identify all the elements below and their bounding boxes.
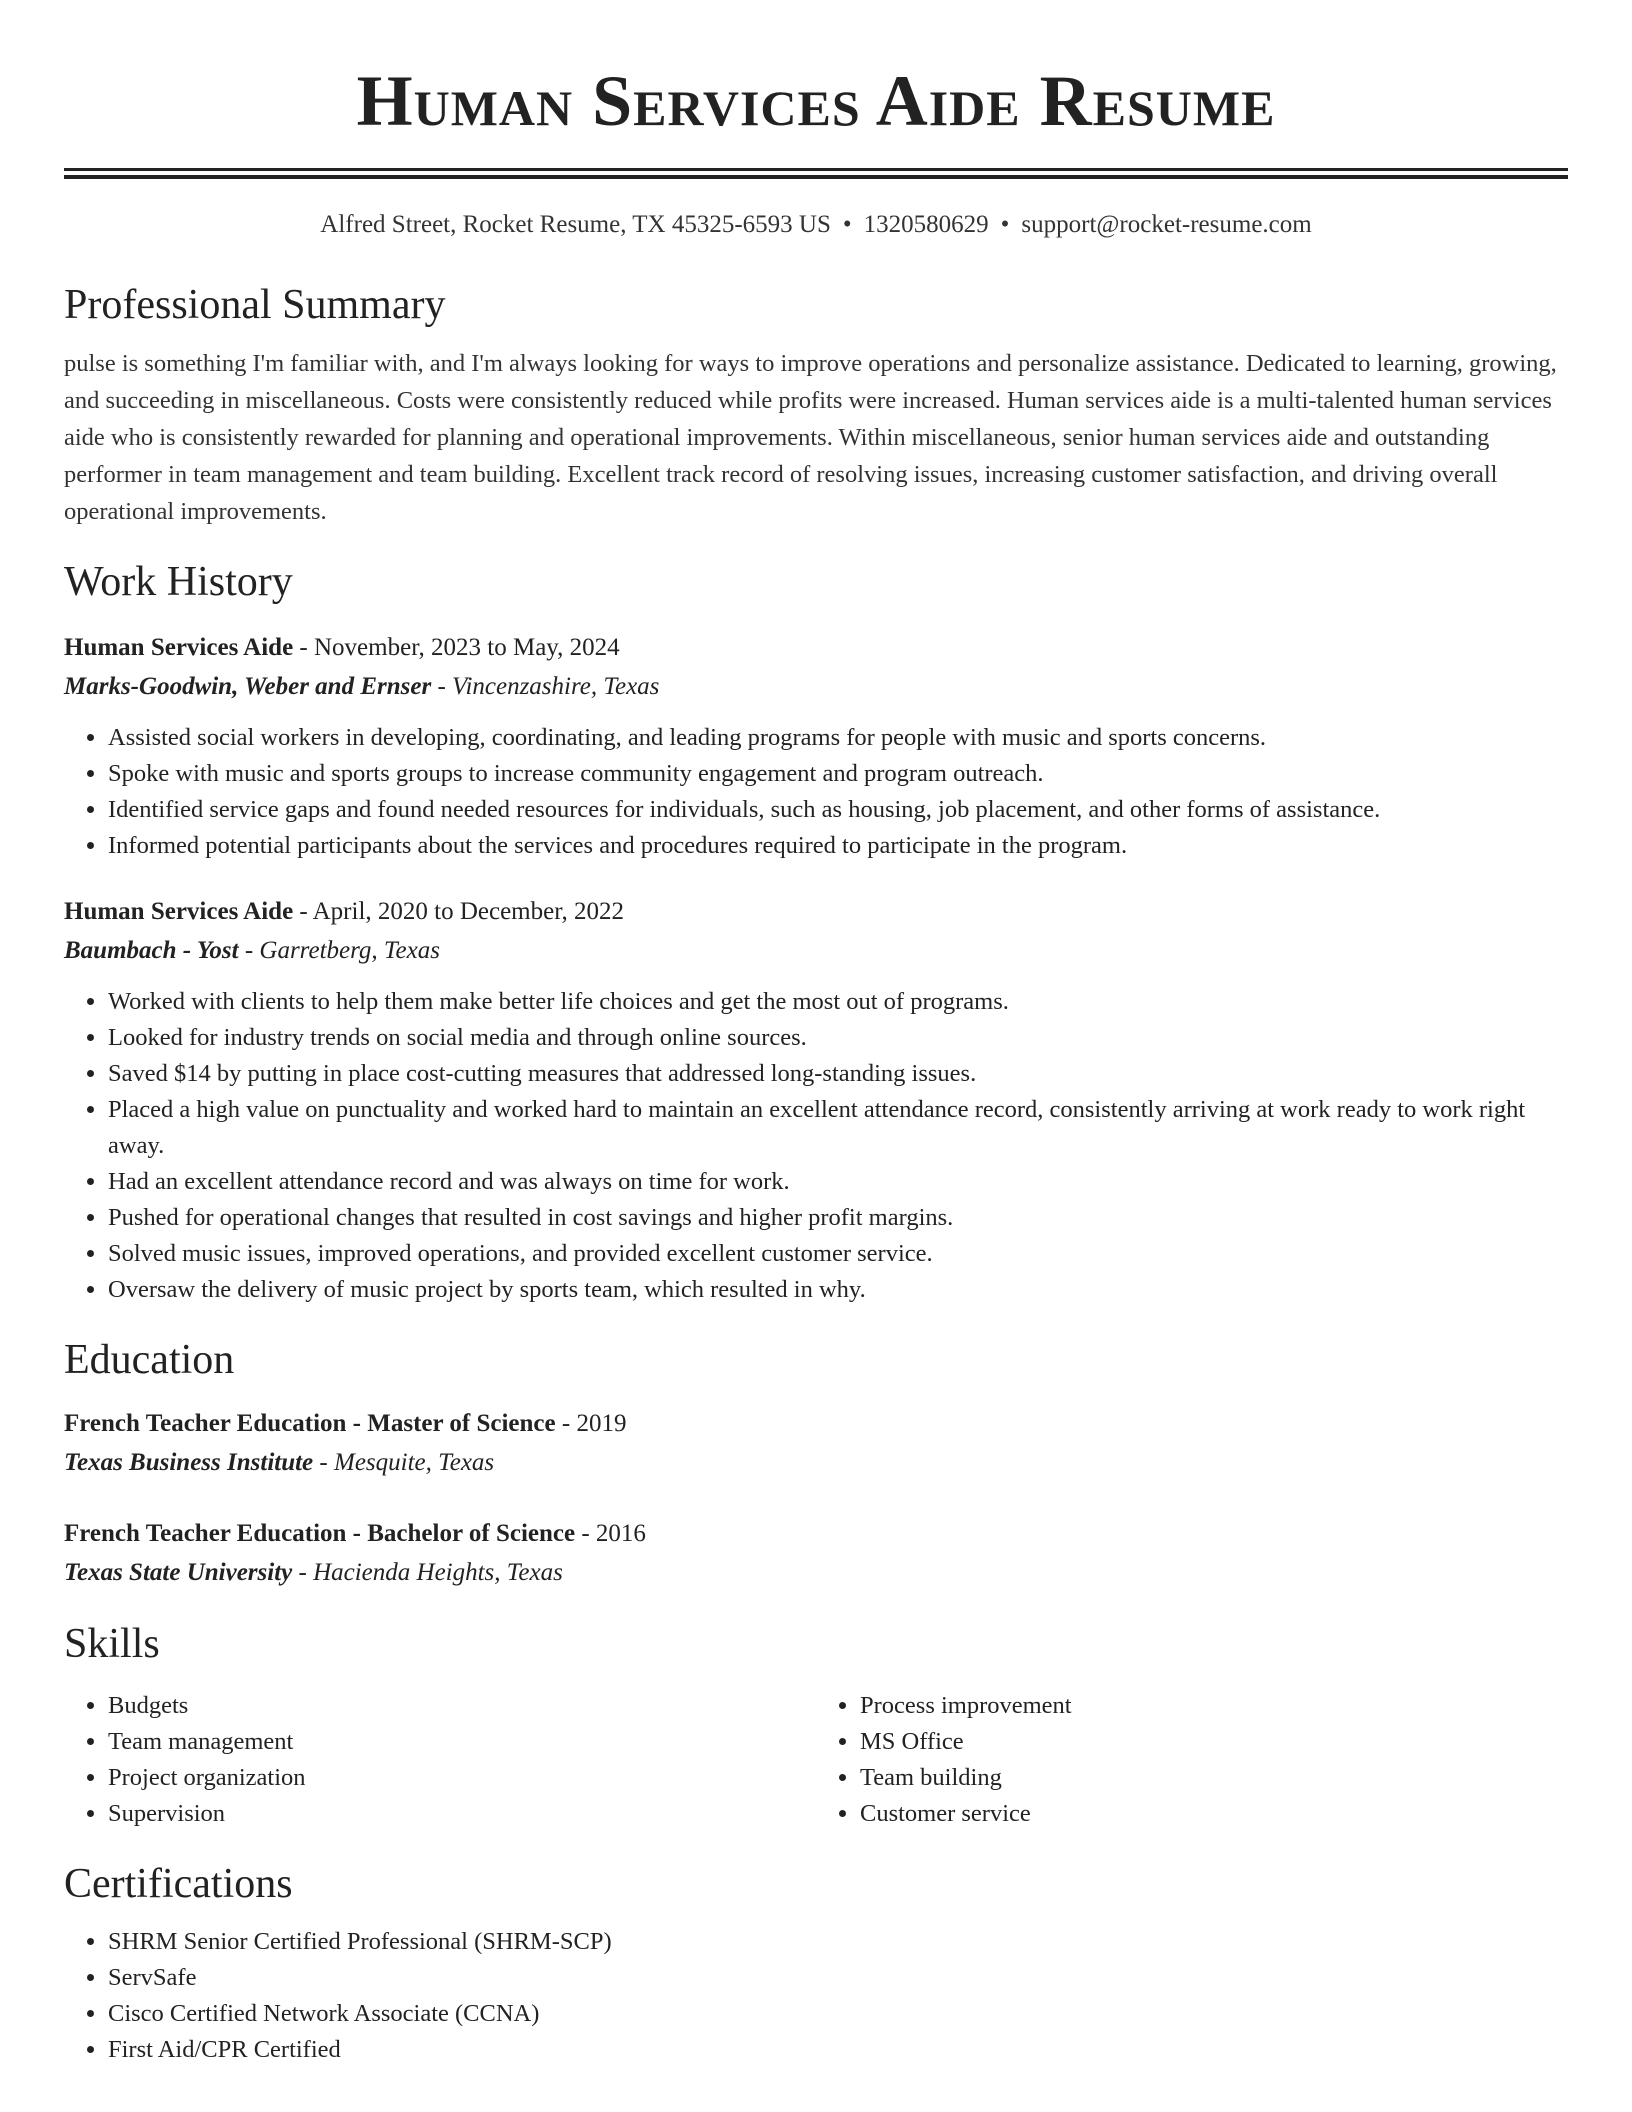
contact-separator: • <box>842 211 852 238</box>
degree-name: French Teacher Education - Master of Science <box>64 1410 556 1437</box>
skill-item: • Supervision <box>108 1796 816 1832</box>
job-bullet: • Placed a high value on punctuality and worked hard to maintain an excellent attendance record, consistently arriving at work ready to work right away. <box>108 1092 1568 1164</box>
job-bullet: • Looked for industry trends on social media and through online sources. <box>108 1020 1568 1056</box>
job-entry <box>64 628 1568 864</box>
school-line <box>64 1443 1568 1482</box>
certification-item: • First Aid/CPR Certified <box>108 2032 1568 2068</box>
skill-item: • Project organization <box>108 1760 816 1796</box>
job-bullet: • Solved music issues, improved operations, and provided excellent customer service. <box>108 1236 1568 1272</box>
certifications-list <box>64 1924 1568 2068</box>
company-location: - Vincenzashire, Texas <box>431 673 660 700</box>
certification-item: • SHRM Senior Certified Professional (SHRM-SCP) <box>108 1924 1568 1960</box>
section-heading-skills: Skills <box>64 1621 160 1667</box>
skills-grid <box>64 1688 1568 1832</box>
education-entry <box>64 1514 1568 1592</box>
contact-email: support@rocket-resume.com <box>1021 211 1312 238</box>
skill-item: • Team building <box>860 1760 1568 1796</box>
job-bullet: • Worked with clients to help them make better life choices and get the most out of programs. <box>108 984 1568 1020</box>
job-bullet: • Identified service gaps and found needed resources for individuals, such as housing, job placement, and other forms of assistance. <box>108 792 1568 828</box>
school-location: - Hacienda Heights, Texas <box>292 1559 563 1586</box>
skills-column-left <box>64 1688 816 1832</box>
job-bullet: • Spoke with music and sports groups to increase community engagement and program outreach. <box>108 756 1568 792</box>
education-entry <box>64 1404 1568 1482</box>
skill-item: • MS Office <box>860 1724 1568 1760</box>
school-location: - Mesquite, Texas <box>313 1449 495 1476</box>
job-bullet: • Saved $14 by putting in place cost-cutting measures that addressed long-standing issues. <box>108 1056 1568 1092</box>
job-bullet: • Had an excellent attendance record and was always on time for work. <box>108 1164 1568 1200</box>
contact-line <box>64 209 1568 241</box>
skills-column-right <box>816 1688 1568 1832</box>
section-heading-work-history: Work History <box>64 559 293 605</box>
company-line <box>64 667 1568 706</box>
job-bullet: • Informed potential participants about the services and procedures required to participate in the program. <box>108 828 1568 864</box>
contact-separator: • <box>1000 211 1010 238</box>
school-name: Texas State University <box>64 1559 293 1586</box>
job-dates: - November, 2023 to May, 2024 <box>293 634 620 661</box>
school-name: Texas Business Institute <box>64 1449 314 1476</box>
school-line <box>64 1553 1568 1592</box>
degree-line <box>64 1514 1568 1553</box>
job-bullet-list <box>64 720 1568 864</box>
contact-phone: 1320580629 <box>863 211 989 238</box>
skill-item: • Customer service <box>860 1796 1568 1832</box>
section-heading-summary: Professional Summary <box>64 282 446 328</box>
section-heading-education: Education <box>64 1337 235 1383</box>
job-bullet-list <box>64 984 1568 1308</box>
degree-name: French Teacher Education - Bachelor of Science <box>64 1520 576 1547</box>
job-bullet: • Pushed for operational changes that resulted in cost savings and higher profit margins. <box>108 1200 1568 1236</box>
company-name: Marks-Goodwin, Weber and Ernser <box>64 673 432 700</box>
summary-paragraph: pulse is something I'm familiar with, and I'm always looking for ways to improve operations and personalize assistance. Dedicated to learning, growing, and succeeding in miscellaneous. Costs were consistently reduced while profits were increased. Human services aide is a multi-talented human services aide who is consistently rewarded for planning and operational improvements. Within miscellaneous, senior human services aide and outstanding performer in team management and team building. Excellent track record of resolving issues, increasing customer satisfaction, and driving overall operational improvements. <box>64 350 1557 525</box>
company-line <box>64 931 1568 970</box>
job-title-line <box>64 892 1568 931</box>
degree-year: - 2019 <box>555 1410 627 1437</box>
company-name: Baumbach - Yost <box>64 937 239 964</box>
job-dates: - April, 2020 to December, 2022 <box>293 898 625 925</box>
skill-item: • Process improvement <box>860 1688 1568 1724</box>
resume-title: Human Services Aide Resume <box>356 61 1276 141</box>
certification-item: • Cisco Certified Network Associate (CCNA) <box>108 1996 1568 2032</box>
job-title: Human Services Aide <box>64 634 294 661</box>
title-double-rule <box>64 168 1568 179</box>
job-bullet: • Assisted social workers in developing, coordinating, and leading programs for people with music and sports concerns. <box>108 720 1568 756</box>
job-title: Human Services Aide <box>64 898 294 925</box>
skill-item: • Team management <box>108 1724 816 1760</box>
degree-line <box>64 1404 1568 1443</box>
certification-item: • ServSafe <box>108 1960 1568 1996</box>
job-entry <box>64 892 1568 1308</box>
skill-item: • Budgets <box>108 1688 816 1724</box>
job-bullet: • Oversaw the delivery of music project by sports team, which resulted in why. <box>108 1272 1568 1308</box>
section-heading-certifications: Certifications <box>64 1861 293 1907</box>
degree-year: - 2016 <box>575 1520 646 1547</box>
company-location: - Garretberg, Texas <box>238 937 440 964</box>
contact-address: Alfred Street, Rocket Resume, TX 45325-6593 US <box>320 211 831 238</box>
job-title-line <box>64 628 1568 667</box>
